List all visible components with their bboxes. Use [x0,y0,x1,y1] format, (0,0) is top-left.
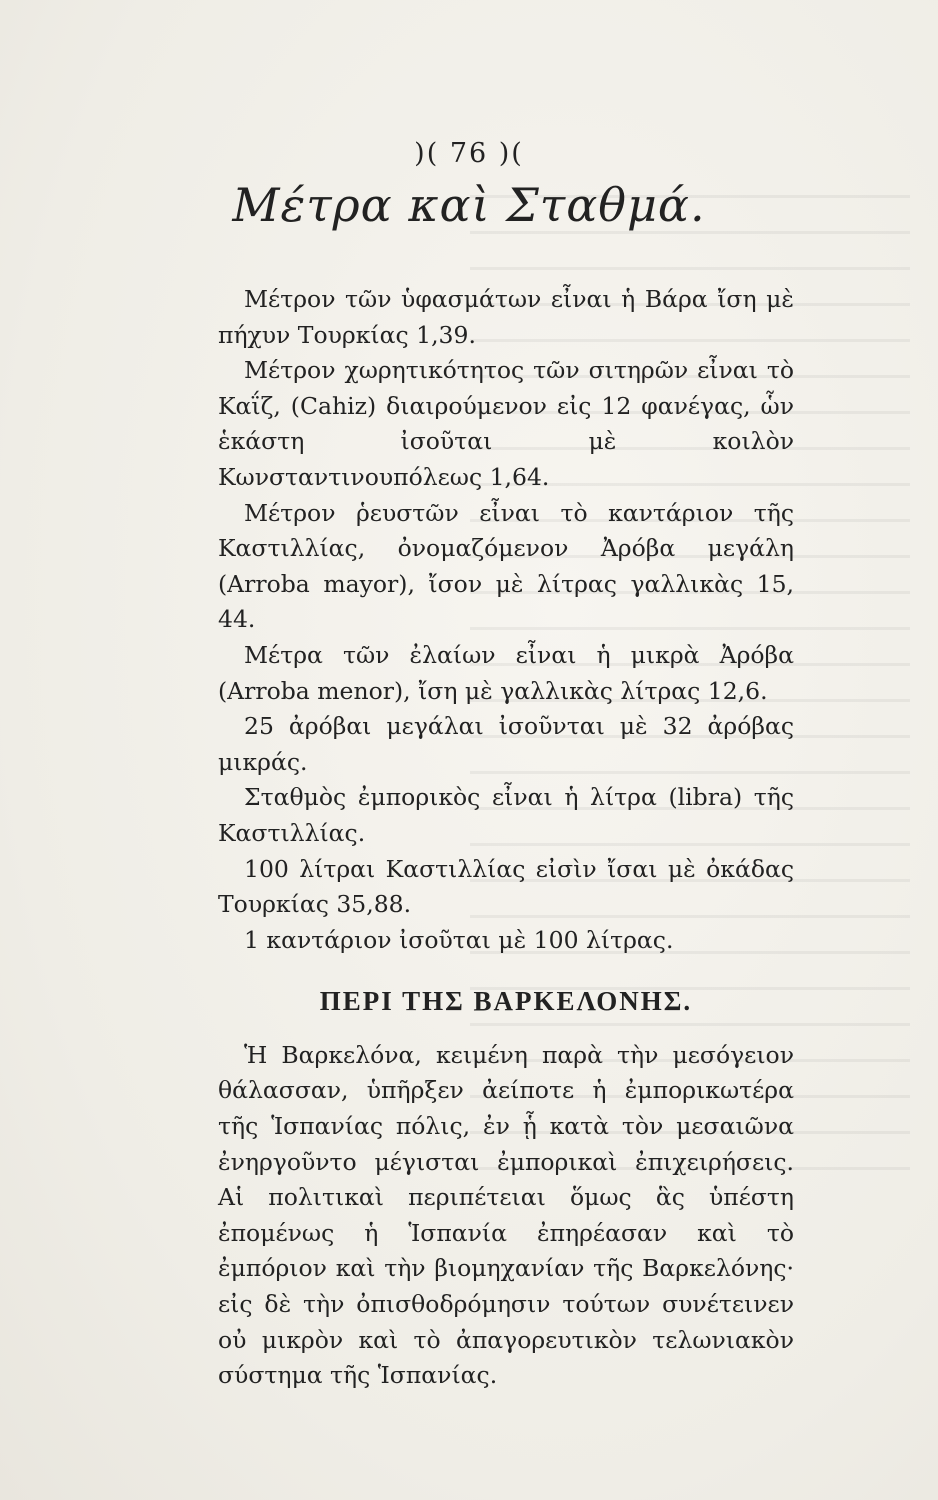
paragraph: Μέτρον ῥευστῶν εἶναι τὸ καντάριον τῆς Καστιλλίας, ὀνομαζόμενον Ἀρόβα μεγάλη (Arroba mayor), ἴσον μὲ λίτρας γαλλικὰς 15, 44. [218,498,794,634]
page-number: )( 76 )( [414,138,524,169]
paragraph: Μέτρον τῶν ὑφασμάτων εἶναι ἡ Βάρα ἴση μὲ πήχυν Τουρκίας 1,39. [218,285,794,349]
paragraph: Μέτρον χωρητικότητος τῶν σιτηρῶν εἶναι τὸ Καΐζ, (Cahiz) διαιρούμενον εἰς 12 φανέγας, ὧν ἑκάστη ἰσοῦται μὲ κοιλὸν Κωνσταντινουπόλεως 1,64. [218,356,794,491]
page-title: Μέτρα καὶ Σταθμά. [232,178,706,232]
section-heading: ΠΕΡΙ ΤΗΣ ΒΑΡΚΕΛΟΝΗΣ. [319,986,693,1017]
paragraph: 1 καντάριον ἰσοῦται μὲ 100 λίτρας. [244,925,674,954]
paragraph: Σταθμὸς ἐμπορικὸς εἶναι ἡ λίτρα (libra) τῆς Καστιλλίας. [218,783,794,847]
paragraph: Ἡ Βαρκελόνα, κειμένη παρὰ τὴν μεσόγειον θάλασσαν, ὑπῆρξεν ἀείποτε ἡ ἐμπορικωτέρα τῆς Ἱσπανίας πόλις, ἐν ᾗ κατὰ τὸν μεσαιῶνα ἐνηργοῦντο μέγισται ἐμπορικαὶ ἐπιχειρήσεις. Αἱ πολιτικαὶ περιπέτειαι ὅμως ἃς ὑπέστη ἐπομένως ἡ Ἱσπανία ἐπηρέασαν καὶ τὸ ἐμπόριον καὶ τὴν βιομηχανίαν τῆς Βαρκελόνης· εἰς δὲ τὴν ὀπισθοδρόμησιν τούτων συνέτεινεν οὐ μικρὸν καὶ τὸ ἀπαγορευτικὸν τελωνιακὸν σύστημα τῆς Ἱσπανίας. [218,1040,794,1390]
body-text [218,282,794,1394]
paragraph: Μέτρα τῶν ἐλαίων εἶναι ἡ μικρὰ Ἀρόβα (Arroba menor), ἴση μὲ γαλλικὰς λίτρας 12,6. [218,640,794,705]
paragraph: 100 λίτραι Καστιλλίας εἰσὶν ἴσαι μὲ ὀκάδας Τουρκίας 35,88. [218,854,794,919]
paragraph: 25 ἀρόβαι μεγάλαι ἰσοῦνται μὲ 32 ἀρόβας μικράς. [218,712,794,776]
